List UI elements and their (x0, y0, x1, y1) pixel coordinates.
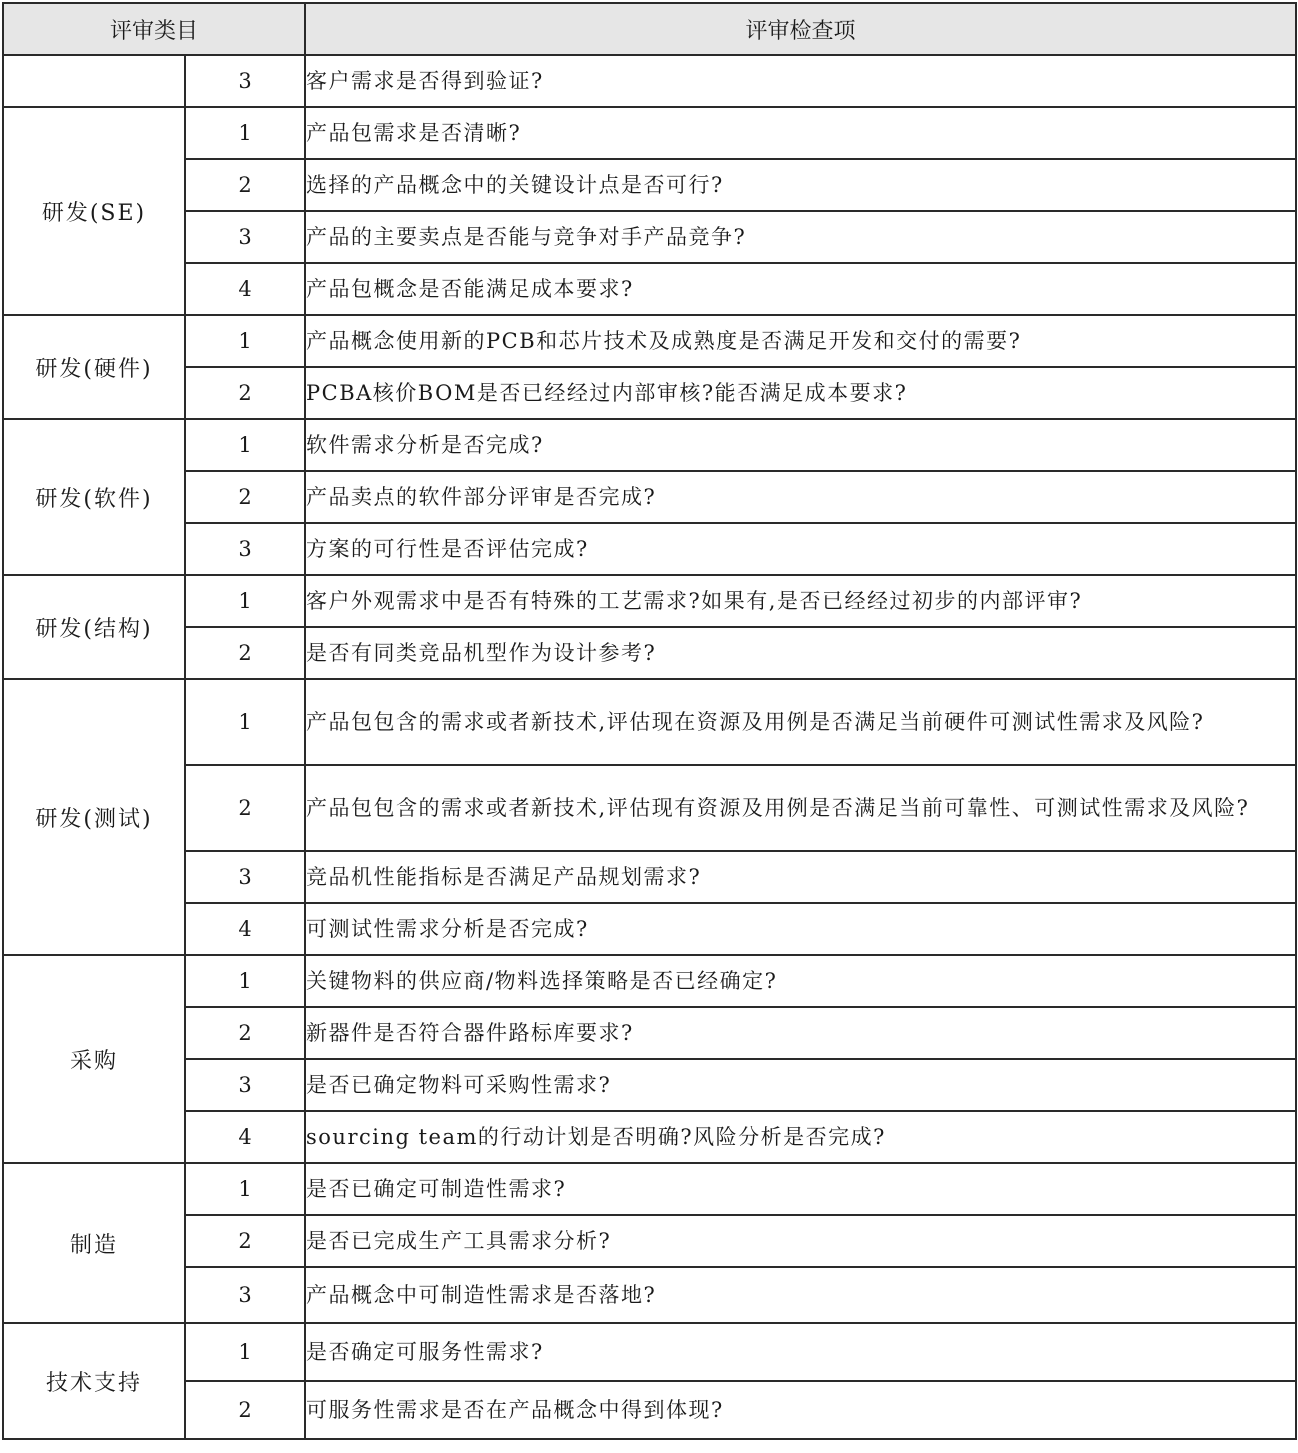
category-cell: 采购 (3, 955, 185, 1163)
item-number: 3 (185, 55, 305, 107)
review-checklist-table (2, 2, 1297, 1440)
item-number: 4 (185, 1111, 305, 1163)
check-item: 是否已完成生产工具需求分析? (305, 1215, 1296, 1267)
check-item: 客户需求是否得到验证? (305, 55, 1296, 107)
check-item: 是否有同类竞品机型作为设计参考? (305, 627, 1296, 679)
table-header-row (3, 3, 1296, 55)
check-item: 竞品机性能指标是否满足产品规划需求? (305, 851, 1296, 903)
check-item: 方案的可行性是否评估完成? (305, 523, 1296, 575)
check-item: 可测试性需求分析是否完成? (305, 903, 1296, 955)
category-cell (3, 55, 185, 107)
table-row (3, 955, 1296, 1007)
table-row (3, 851, 1296, 903)
check-item: 产品包包含的需求或者新技术,评估现有资源及用例是否满足当前可靠性、可测试性需求及风险? (305, 765, 1296, 851)
table-row (3, 1381, 1296, 1439)
item-number: 2 (185, 367, 305, 419)
check-item: 产品包包含的需求或者新技术,评估现在资源及用例是否满足当前硬件可测试性需求及风险? (305, 679, 1296, 765)
table-row (3, 367, 1296, 419)
item-number: 1 (185, 107, 305, 159)
check-item: 可服务性需求是否在产品概念中得到体现? (305, 1381, 1296, 1439)
category-cell: 研发(结构) (3, 575, 185, 679)
check-item: 是否已确定物料可采购性需求? (305, 1059, 1296, 1111)
check-item: 软件需求分析是否完成? (305, 419, 1296, 471)
item-number: 3 (185, 211, 305, 263)
table-row (3, 159, 1296, 211)
table-row (3, 1215, 1296, 1267)
table-row (3, 1323, 1296, 1381)
header-check-items: 评审检查项 (305, 3, 1296, 55)
category-cell: 研发(硬件) (3, 315, 185, 419)
item-number: 2 (185, 627, 305, 679)
header-category: 评审类目 (3, 3, 305, 55)
check-item: 产品概念使用新的PCB和芯片技术及成熟度是否满足开发和交付的需要? (305, 315, 1296, 367)
check-item: sourcing team的行动计划是否明确?风险分析是否完成? (305, 1111, 1296, 1163)
check-item: 产品包需求是否清晰? (305, 107, 1296, 159)
item-number: 3 (185, 1059, 305, 1111)
table-row (3, 903, 1296, 955)
table-row (3, 765, 1296, 851)
category-cell: 研发(测试) (3, 679, 185, 955)
item-number: 1 (185, 315, 305, 367)
check-item: 产品概念中可制造性需求是否落地? (305, 1267, 1296, 1323)
table-row (3, 1007, 1296, 1059)
table-row (3, 679, 1296, 765)
check-item: 新器件是否符合器件路标库要求? (305, 1007, 1296, 1059)
item-number: 2 (185, 159, 305, 211)
item-number: 1 (185, 419, 305, 471)
table-row (3, 315, 1296, 367)
table-row (3, 1267, 1296, 1323)
check-item: 选择的产品概念中的关键设计点是否可行? (305, 159, 1296, 211)
table-row (3, 55, 1296, 107)
item-number: 3 (185, 1267, 305, 1323)
table-row (3, 471, 1296, 523)
item-number: 4 (185, 263, 305, 315)
item-number: 1 (185, 1163, 305, 1215)
item-number: 1 (185, 679, 305, 765)
table-row (3, 1163, 1296, 1215)
item-number: 2 (185, 471, 305, 523)
check-item: 是否确定可服务性需求? (305, 1323, 1296, 1381)
table-row (3, 211, 1296, 263)
table-row (3, 523, 1296, 575)
check-item: 产品卖点的软件部分评审是否完成? (305, 471, 1296, 523)
category-cell: 研发(软件) (3, 419, 185, 575)
check-item: 产品包概念是否能满足成本要求? (305, 263, 1296, 315)
table-row (3, 419, 1296, 471)
item-number: 1 (185, 575, 305, 627)
item-number: 3 (185, 851, 305, 903)
table-row (3, 627, 1296, 679)
item-number: 4 (185, 903, 305, 955)
table-row (3, 263, 1296, 315)
category-cell: 技术支持 (3, 1323, 185, 1439)
item-number: 2 (185, 1381, 305, 1439)
table-row (3, 1059, 1296, 1111)
item-number: 3 (185, 523, 305, 575)
check-item: PCBA核价BOM是否已经经过内部审核?能否满足成本要求? (305, 367, 1296, 419)
item-number: 1 (185, 1323, 305, 1381)
category-cell: 制造 (3, 1163, 185, 1323)
item-number: 2 (185, 765, 305, 851)
check-item: 关键物料的供应商/物料选择策略是否已经确定? (305, 955, 1296, 1007)
category-cell: 研发(SE) (3, 107, 185, 315)
check-item: 是否已确定可制造性需求? (305, 1163, 1296, 1215)
table-row (3, 107, 1296, 159)
item-number: 1 (185, 955, 305, 1007)
check-item: 产品的主要卖点是否能与竞争对手产品竞争? (305, 211, 1296, 263)
item-number: 2 (185, 1215, 305, 1267)
table-row (3, 575, 1296, 627)
table-row (3, 1111, 1296, 1163)
check-item: 客户外观需求中是否有特殊的工艺需求?如果有,是否已经经过初步的内部评审? (305, 575, 1296, 627)
item-number: 2 (185, 1007, 305, 1059)
